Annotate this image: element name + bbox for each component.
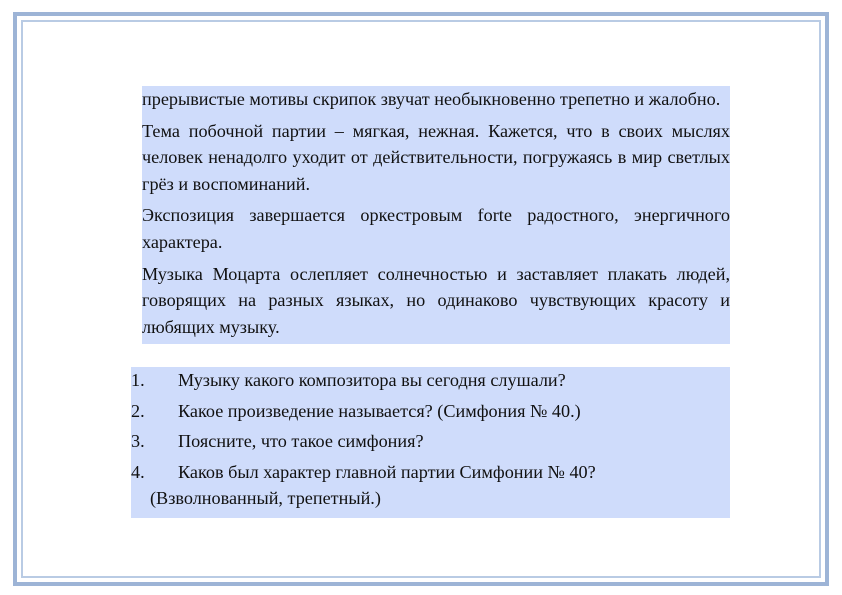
list-item-answer: (Взволнованный, трепетный.) [150, 488, 381, 509]
list-item-text: Какое произведение называется? (Симфония № 40.) [178, 400, 581, 421]
questions-list [131, 367, 730, 518]
list-item [131, 428, 730, 459]
paragraph-exposition: Экспозиция завершается оркестровым forte радостного, энергичного характера. [142, 202, 730, 260]
paragraph-violin-motifs: прерывистые мотивы скрипок звучат необыкновенно трепетно и жалобно. [142, 86, 730, 118]
text-content-block [142, 86, 730, 344]
list-item-number: 1. [131, 370, 145, 390]
list-item [131, 367, 730, 398]
list-item-text: Музыку какого композитора вы сегодня слушали? [178, 370, 566, 390]
list-item [131, 459, 730, 516]
list-item-number: 3. [131, 431, 145, 452]
list-item-number: 4. [131, 461, 145, 482]
paragraph-mozart-music: Музыка Моцарта ослепляет солнечностью и заставляет плакать людей, говорящих на разных языках, но одинаково чувствующих красоту и любящих музыку. [142, 261, 730, 345]
list-item-number: 2. [131, 400, 145, 421]
list-item [131, 398, 730, 429]
list-item-text: Поясните, что такое симфония? [178, 431, 424, 452]
paragraph-secondary-theme: Тема побочной партии – мягкая, нежная. Кажется, что в своих мыслях человек ненадолго уходит от действительности, погружаясь в мир светлых грёз и воспоминаний. [142, 118, 730, 203]
list-item-text: Каков был характер главной партии Симфонии № 40? [178, 461, 596, 482]
